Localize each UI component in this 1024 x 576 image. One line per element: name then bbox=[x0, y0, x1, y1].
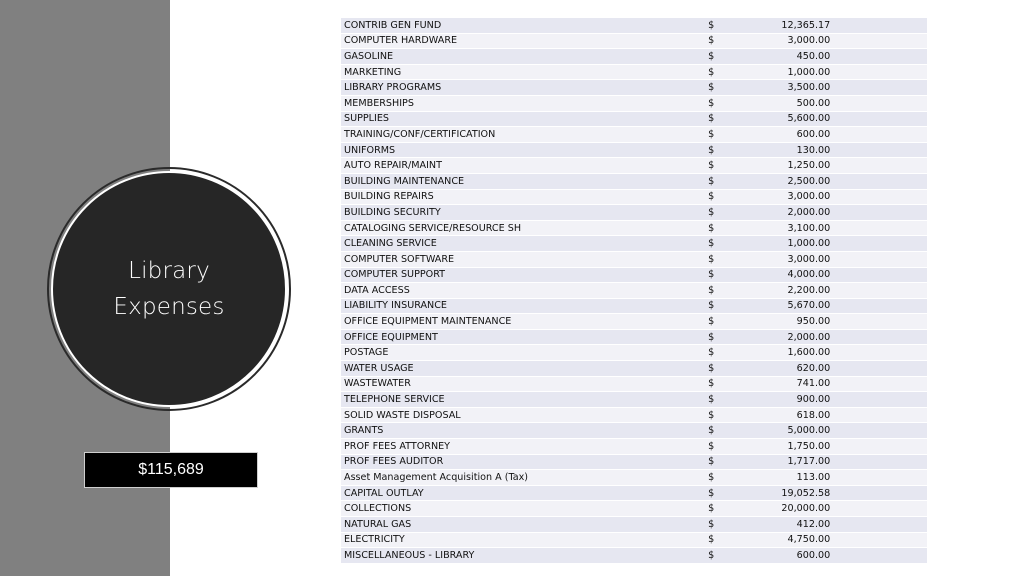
table-row bbox=[341, 330, 927, 346]
currency-symbol: $ bbox=[705, 268, 731, 284]
table-row bbox=[341, 96, 927, 112]
expense-amount: 2,500.00 bbox=[731, 174, 840, 190]
spacer-cell bbox=[840, 470, 927, 486]
currency-symbol: $ bbox=[705, 470, 731, 486]
expense-amount: 3,000.00 bbox=[731, 34, 840, 50]
spacer-cell bbox=[840, 455, 927, 471]
expense-name: UNIFORMS bbox=[341, 143, 705, 159]
expense-name: MISCELLANEOUS - LIBRARY bbox=[341, 548, 705, 564]
expense-name: CATALOGING SERVICE/RESOURCE SH bbox=[341, 221, 705, 237]
table-row bbox=[341, 205, 927, 221]
expense-name: OFFICE EQUIPMENT MAINTENANCE bbox=[341, 314, 705, 330]
expense-name: COLLECTIONS bbox=[341, 501, 705, 517]
table-row bbox=[341, 80, 927, 96]
expense-amount: 741.00 bbox=[731, 377, 840, 393]
spacer-cell bbox=[840, 190, 927, 206]
spacer-cell bbox=[840, 158, 927, 174]
expense-name: LIABILITY INSURANCE bbox=[341, 299, 705, 315]
spacer-cell bbox=[840, 501, 927, 517]
expense-amount: 4,000.00 bbox=[731, 268, 840, 284]
table-row bbox=[341, 423, 927, 439]
expense-amount: 3,000.00 bbox=[731, 190, 840, 206]
currency-symbol: $ bbox=[705, 18, 731, 34]
currency-symbol: $ bbox=[705, 377, 731, 393]
expense-name: BUILDING SECURITY bbox=[341, 205, 705, 221]
table-row bbox=[341, 18, 927, 34]
expense-name: OFFICE EQUIPMENT bbox=[341, 330, 705, 346]
spacer-cell bbox=[840, 548, 927, 564]
currency-symbol: $ bbox=[705, 408, 731, 424]
spacer-cell bbox=[840, 236, 927, 252]
currency-symbol: $ bbox=[705, 205, 731, 221]
expense-table-body bbox=[341, 18, 927, 564]
currency-symbol: $ bbox=[705, 486, 731, 502]
expense-name: CLEANING SERVICE bbox=[341, 236, 705, 252]
currency-symbol: $ bbox=[705, 548, 731, 564]
expense-amount: 3,100.00 bbox=[731, 221, 840, 237]
table-row bbox=[341, 283, 927, 299]
expense-name: BUILDING MAINTENANCE bbox=[341, 174, 705, 190]
table-row bbox=[341, 377, 927, 393]
currency-symbol: $ bbox=[705, 252, 731, 268]
expense-amount: 12,365.17 bbox=[731, 18, 840, 34]
expense-amount: 5,000.00 bbox=[731, 423, 840, 439]
spacer-cell bbox=[840, 377, 927, 393]
expense-name: MEMBERSHIPS bbox=[341, 96, 705, 112]
spacer-cell bbox=[840, 408, 927, 424]
expense-name: ELECTRICITY bbox=[341, 533, 705, 549]
expense-amount: 5,670.00 bbox=[731, 299, 840, 315]
spacer-cell bbox=[840, 392, 927, 408]
spacer-cell bbox=[840, 423, 927, 439]
title-circle bbox=[51, 171, 287, 407]
expense-amount: 2,200.00 bbox=[731, 283, 840, 299]
spacer-cell bbox=[840, 283, 927, 299]
expense-name: WASTEWATER bbox=[341, 377, 705, 393]
expense-name: SUPPLIES bbox=[341, 112, 705, 128]
expense-amount: 3,500.00 bbox=[731, 80, 840, 96]
spacer-cell bbox=[840, 80, 927, 96]
expense-amount: 130.00 bbox=[731, 143, 840, 159]
expense-name: GASOLINE bbox=[341, 49, 705, 65]
expense-name: CAPITAL OUTLAY bbox=[341, 486, 705, 502]
table-row bbox=[341, 486, 927, 502]
currency-symbol: $ bbox=[705, 34, 731, 50]
currency-symbol: $ bbox=[705, 314, 731, 330]
expense-name: LIBRARY PROGRAMS bbox=[341, 80, 705, 96]
spacer-cell bbox=[840, 314, 927, 330]
table-row bbox=[341, 190, 927, 206]
table-row bbox=[341, 455, 927, 471]
expense-amount: 5,600.00 bbox=[731, 112, 840, 128]
expense-amount: 113.00 bbox=[731, 470, 840, 486]
spacer-cell bbox=[840, 96, 927, 112]
expense-name: CONTRIB GEN FUND bbox=[341, 18, 705, 34]
spacer-cell bbox=[840, 361, 927, 377]
currency-symbol: $ bbox=[705, 501, 731, 517]
table-row bbox=[341, 392, 927, 408]
expense-amount: 19,052.58 bbox=[731, 486, 840, 502]
expense-amount: 450.00 bbox=[731, 49, 840, 65]
table-row bbox=[341, 299, 927, 315]
expense-name: COMPUTER SOFTWARE bbox=[341, 252, 705, 268]
expense-amount: 3,000.00 bbox=[731, 252, 840, 268]
table-row bbox=[341, 314, 927, 330]
table-row bbox=[341, 361, 927, 377]
expense-amount: 2,000.00 bbox=[731, 205, 840, 221]
expense-name: DATA ACCESS bbox=[341, 283, 705, 299]
table-row bbox=[341, 533, 927, 549]
currency-symbol: $ bbox=[705, 221, 731, 237]
spacer-cell bbox=[840, 112, 927, 128]
expense-amount: 620.00 bbox=[731, 361, 840, 377]
spacer-cell bbox=[840, 486, 927, 502]
expense-table bbox=[341, 18, 927, 564]
expense-amount: 950.00 bbox=[731, 314, 840, 330]
expense-name: NATURAL GAS bbox=[341, 517, 705, 533]
table-row bbox=[341, 174, 927, 190]
table-row bbox=[341, 65, 927, 81]
expense-amount: 1,717.00 bbox=[731, 455, 840, 471]
table-row bbox=[341, 345, 927, 361]
currency-symbol: $ bbox=[705, 65, 731, 81]
spacer-cell bbox=[840, 299, 927, 315]
table-row bbox=[341, 252, 927, 268]
expense-amount: 900.00 bbox=[731, 392, 840, 408]
table-row bbox=[341, 158, 927, 174]
table-row bbox=[341, 112, 927, 128]
expense-name: COMPUTER HARDWARE bbox=[341, 34, 705, 50]
total-amount: $115,689 bbox=[138, 461, 204, 478]
expense-amount: 1,250.00 bbox=[731, 158, 840, 174]
expense-name: PROF FEES ATTORNEY bbox=[341, 439, 705, 455]
expense-name: SOLID WASTE DISPOSAL bbox=[341, 408, 705, 424]
expense-name: Asset Management Acquisition A (Tax) bbox=[341, 470, 705, 486]
expense-name: PROF FEES AUDITOR bbox=[341, 455, 705, 471]
expense-amount: 1,750.00 bbox=[731, 439, 840, 455]
currency-symbol: $ bbox=[705, 517, 731, 533]
spacer-cell bbox=[840, 533, 927, 549]
spacer-cell bbox=[840, 345, 927, 361]
expense-amount: 600.00 bbox=[731, 127, 840, 143]
spacer-cell bbox=[840, 439, 927, 455]
spacer-cell bbox=[840, 18, 927, 34]
table-row bbox=[341, 143, 927, 159]
spacer-cell bbox=[840, 143, 927, 159]
spacer-cell bbox=[840, 34, 927, 50]
currency-symbol: $ bbox=[705, 299, 731, 315]
expense-name: POSTAGE bbox=[341, 345, 705, 361]
currency-symbol: $ bbox=[705, 361, 731, 377]
expense-name: TELEPHONE SERVICE bbox=[341, 392, 705, 408]
expense-amount: 618.00 bbox=[731, 408, 840, 424]
spacer-cell bbox=[840, 252, 927, 268]
currency-symbol: $ bbox=[705, 49, 731, 65]
expense-name: COMPUTER SUPPORT bbox=[341, 268, 705, 284]
currency-symbol: $ bbox=[705, 439, 731, 455]
currency-symbol: $ bbox=[705, 143, 731, 159]
currency-symbol: $ bbox=[705, 392, 731, 408]
table-row bbox=[341, 236, 927, 252]
expense-name: BUILDING REPAIRS bbox=[341, 190, 705, 206]
spacer-cell bbox=[840, 221, 927, 237]
expense-amount: 1,000.00 bbox=[731, 236, 840, 252]
table-row bbox=[341, 221, 927, 237]
title-line-2: Expenses bbox=[113, 294, 225, 320]
table-row bbox=[341, 34, 927, 50]
expense-amount: 500.00 bbox=[731, 96, 840, 112]
spacer-cell bbox=[840, 127, 927, 143]
expense-name: AUTO REPAIR/MAINT bbox=[341, 158, 705, 174]
spacer-cell bbox=[840, 330, 927, 346]
spacer-cell bbox=[840, 65, 927, 81]
expense-amount: 4,750.00 bbox=[731, 533, 840, 549]
spacer-cell bbox=[840, 49, 927, 65]
currency-symbol: $ bbox=[705, 455, 731, 471]
spacer-cell bbox=[840, 174, 927, 190]
expense-name: TRAINING/CONF/CERTIFICATION bbox=[341, 127, 705, 143]
expense-amount: 20,000.00 bbox=[731, 501, 840, 517]
expense-name: WATER USAGE bbox=[341, 361, 705, 377]
table-row bbox=[341, 548, 927, 564]
table-row bbox=[341, 501, 927, 517]
currency-symbol: $ bbox=[705, 158, 731, 174]
spacer-cell bbox=[840, 205, 927, 221]
title-line-1: Library bbox=[128, 258, 210, 284]
currency-symbol: $ bbox=[705, 283, 731, 299]
expense-name: MARKETING bbox=[341, 65, 705, 81]
expense-amount: 1,600.00 bbox=[731, 345, 840, 361]
expense-amount: 2,000.00 bbox=[731, 330, 840, 346]
total-amount-box bbox=[84, 452, 258, 488]
table-row bbox=[341, 517, 927, 533]
table-row bbox=[341, 470, 927, 486]
expense-amount: 1,000.00 bbox=[731, 65, 840, 81]
table-row bbox=[341, 49, 927, 65]
expense-amount: 412.00 bbox=[731, 517, 840, 533]
currency-symbol: $ bbox=[705, 345, 731, 361]
currency-symbol: $ bbox=[705, 112, 731, 128]
currency-symbol: $ bbox=[705, 330, 731, 346]
currency-symbol: $ bbox=[705, 190, 731, 206]
currency-symbol: $ bbox=[705, 423, 731, 439]
currency-symbol: $ bbox=[705, 127, 731, 143]
expense-name: GRANTS bbox=[341, 423, 705, 439]
currency-symbol: $ bbox=[705, 236, 731, 252]
currency-symbol: $ bbox=[705, 174, 731, 190]
currency-symbol: $ bbox=[705, 533, 731, 549]
spacer-cell bbox=[840, 268, 927, 284]
spacer-cell bbox=[840, 517, 927, 533]
table-row bbox=[341, 127, 927, 143]
table-row bbox=[341, 268, 927, 284]
currency-symbol: $ bbox=[705, 96, 731, 112]
table-row bbox=[341, 439, 927, 455]
currency-symbol: $ bbox=[705, 80, 731, 96]
table-row bbox=[341, 408, 927, 424]
expense-amount: 600.00 bbox=[731, 548, 840, 564]
